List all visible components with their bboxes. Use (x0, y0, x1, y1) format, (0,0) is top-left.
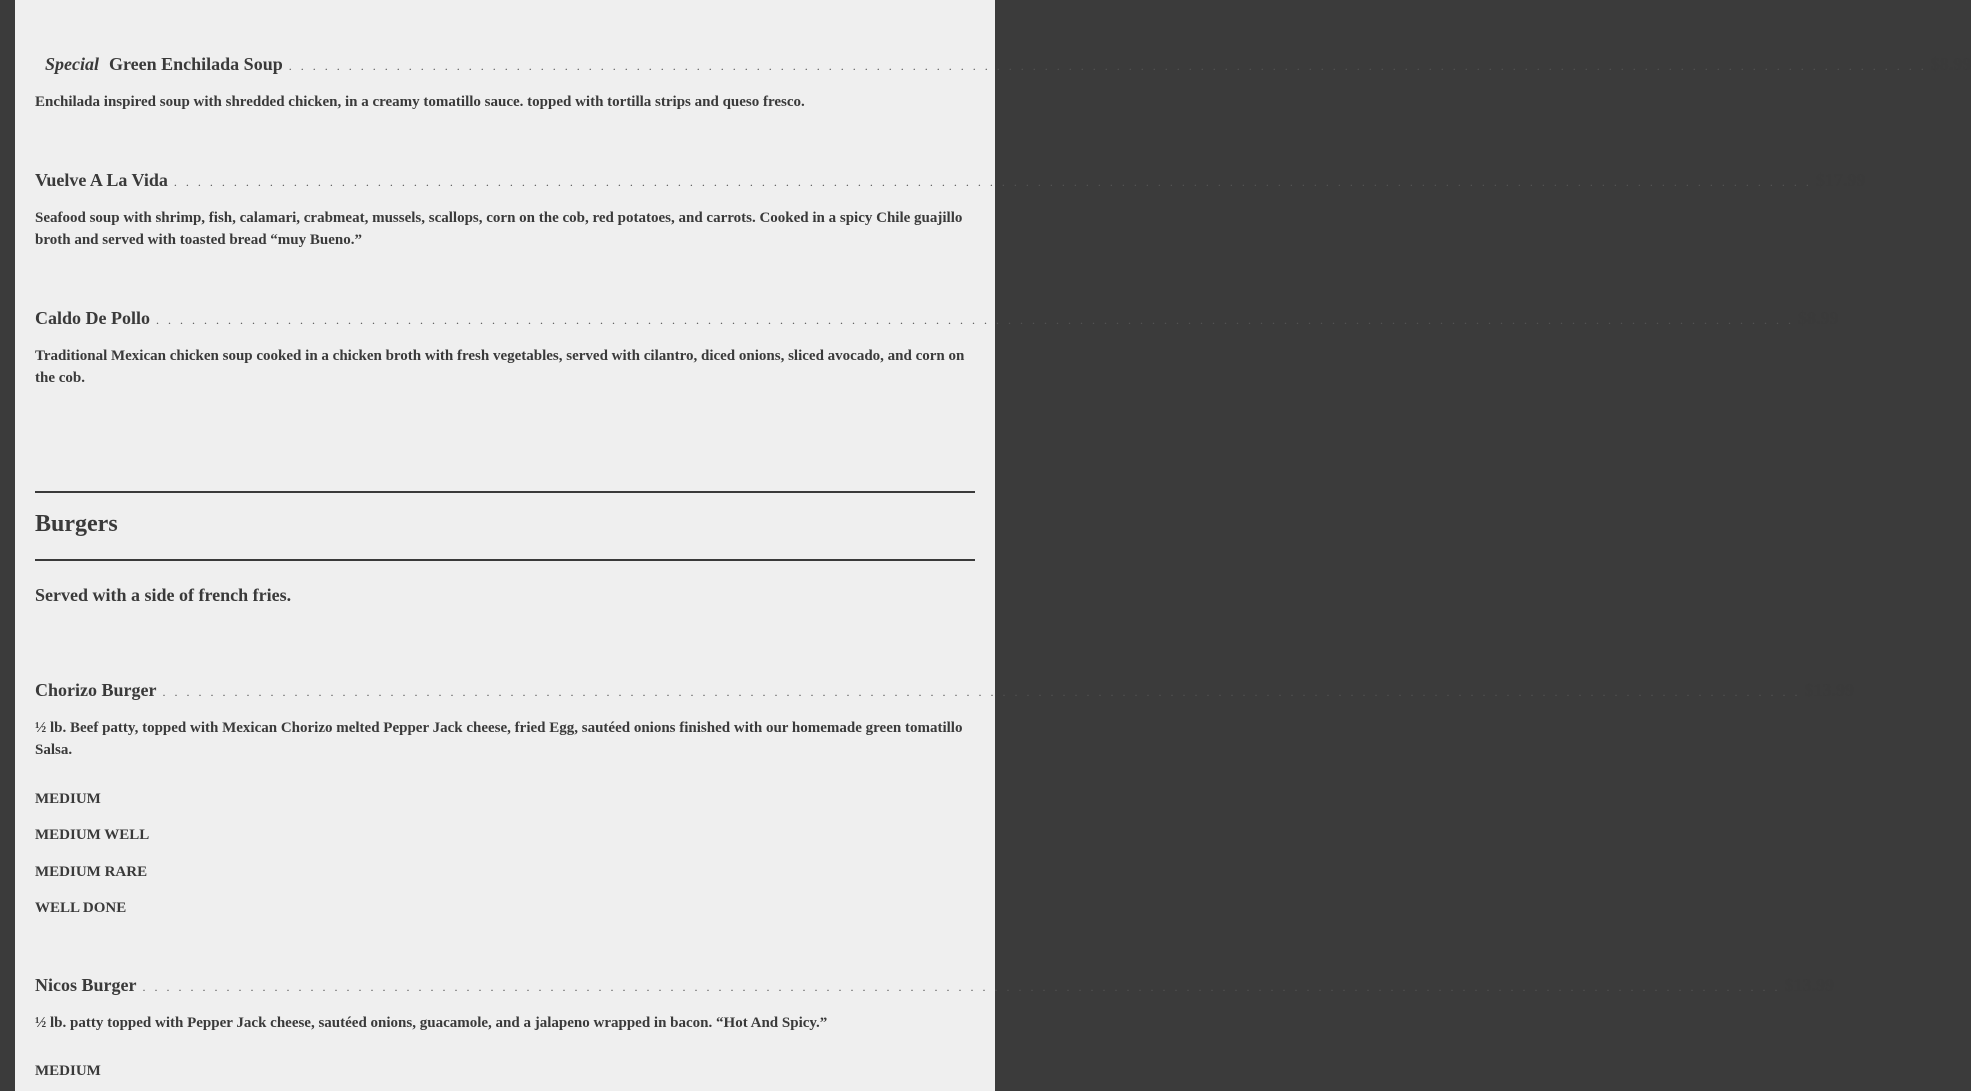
menu-item-nicos-burger (35, 975, 1834, 1034)
item-name: Vuelve A La Vida (35, 170, 168, 190)
doneness-option-medium-well[interactable]: MEDIUM WELL (35, 827, 150, 843)
item-name: Nicos Burger (35, 975, 137, 995)
item-header (35, 975, 1834, 1001)
item-description: Traditional Mexican chicken soup cooked in a chicken broth with fresh vegetables, served with cilantro, diced onions, sliced avocado, and corn on the cob. (35, 348, 965, 386)
item-header (35, 680, 1854, 706)
dot-leader: . . . . . . . . . . . . . . . . . . . . . . . . . . . . . . . . . . . . . . . . . . . . . . . . . . . . . . . . . . . . . . . . . . . . . . . . . . . . . . . . . . . . . . . . . . . . . . . . . . . . . . . . . . . . . . . . . . . . . . . . . . . . . . . . . . . . . . . . . (156, 313, 1794, 327)
section-divider-bottom (35, 559, 975, 561)
section-divider-top (35, 491, 975, 493)
item-description: Enchilada inspired soup with shredded chicken, in a creamy tomatillo sauce. topped with tortilla strips and queso fresco. (35, 94, 805, 110)
item-header (35, 308, 1839, 334)
dot-leader: . . . . . . . . . . . . . . . . . . . . . . . . . . . . . . . . . . . . . . . . . . . . . . . . . . . . . . . . . . . . . . . . . . . . . . . . . . . . . . . . . . . . . . . . . . . . . . . . . . . . . . . . . . . . . . . . . . . . . . . . . . . . . . . . . . . . . . . . . (142, 980, 1781, 994)
item-price: $17.99 (1815, 170, 1866, 190)
item-description: ½ lb. Beef patty, topped with Mexican Chorizo melted Pepper Jack cheese, fried Egg, sautéed onions finished with our homemade green tomatillo Salsa. (35, 720, 963, 758)
section-note: Served with a side of french fries. (35, 585, 292, 605)
item-price: $13.99 (1804, 680, 1854, 700)
dot-leader: . . . . . . . . . . . . . . . . . . . . . . . . . . . . . . . . . . . . . . . . . . . . . . . . . . . . . . . . . . . . . . . . . . . . . . . . . . . . . . . . . . . . . . . . . . . . . . . . . . . . . . . . . . . . . . . . . . . . . . . . . . . . . . . . . . . . . . . . . (288, 59, 1927, 73)
dot-leader: . . . . . . . . . . . . . . . . . . . . . . . . . . . . . . . . . . . . . . . . . . . . . . . . . . . . . . . . . . . . . . . . . . . . . . . . . . . . . . . . . . . . . . . . . . . . . . . . . . . . . . . . . . . . . . . . . . . . . . . . . . . . . . . . . . . . . . . . . (173, 175, 1812, 189)
menu-item-vuelve-a-la-vida (35, 170, 1866, 251)
menu-item-green-enchilada-soup (35, 54, 1971, 113)
menu-page (15, 0, 1971, 1091)
menu-item-chorizo-burger (35, 680, 1854, 761)
item-description: ½ lb. patty topped with Pepper Jack cheese, sautéed onions, guacamole, and a jalapeno wrapped in bacon. “Hot And Spicy.” (35, 1015, 828, 1031)
special-label: Special (45, 54, 99, 74)
item-name: Chorizo Burger (35, 680, 157, 700)
item-header (35, 54, 1971, 80)
dot-leader: . . . . . . . . . . . . . . . . . . . . . . . . . . . . . . . . . . . . . . . . . . . . . . . . . . . . . . . . . . . . . . . . . . . . . . . . . . . . . . . . . . . . . . . . . . . . . . . . . . . . . . . . . . . . . . . . . . . . . . . . . . . . . . . . . . . . . . . . . (162, 685, 1801, 699)
item-name: Green Enchilada Soup (109, 54, 283, 74)
item-price: $8.99 (1930, 54, 1971, 74)
menu-item-caldo-de-pollo (35, 308, 1839, 389)
item-price: $8.99 (1798, 308, 1839, 328)
doneness-option-medium[interactable]: MEDIUM (35, 1063, 101, 1079)
section-title: Burgers (35, 511, 118, 537)
doneness-option-medium-rare[interactable]: MEDIUM RARE (35, 864, 148, 880)
doneness-option-medium[interactable]: MEDIUM (35, 791, 101, 807)
item-description: Seafood soup with shrimp, fish, calamari, crabmeat, mussels, scallops, corn on the cob, red potatoes, and carrots. Cooked in a spicy Chile guajillo broth and served with toasted bread “muy Bueno.” (35, 210, 963, 248)
item-header (35, 170, 1866, 196)
doneness-option-well-done[interactable]: WELL DONE (35, 900, 127, 916)
item-price: $13.99 (1784, 975, 1834, 995)
item-name: Caldo De Pollo (35, 308, 150, 328)
